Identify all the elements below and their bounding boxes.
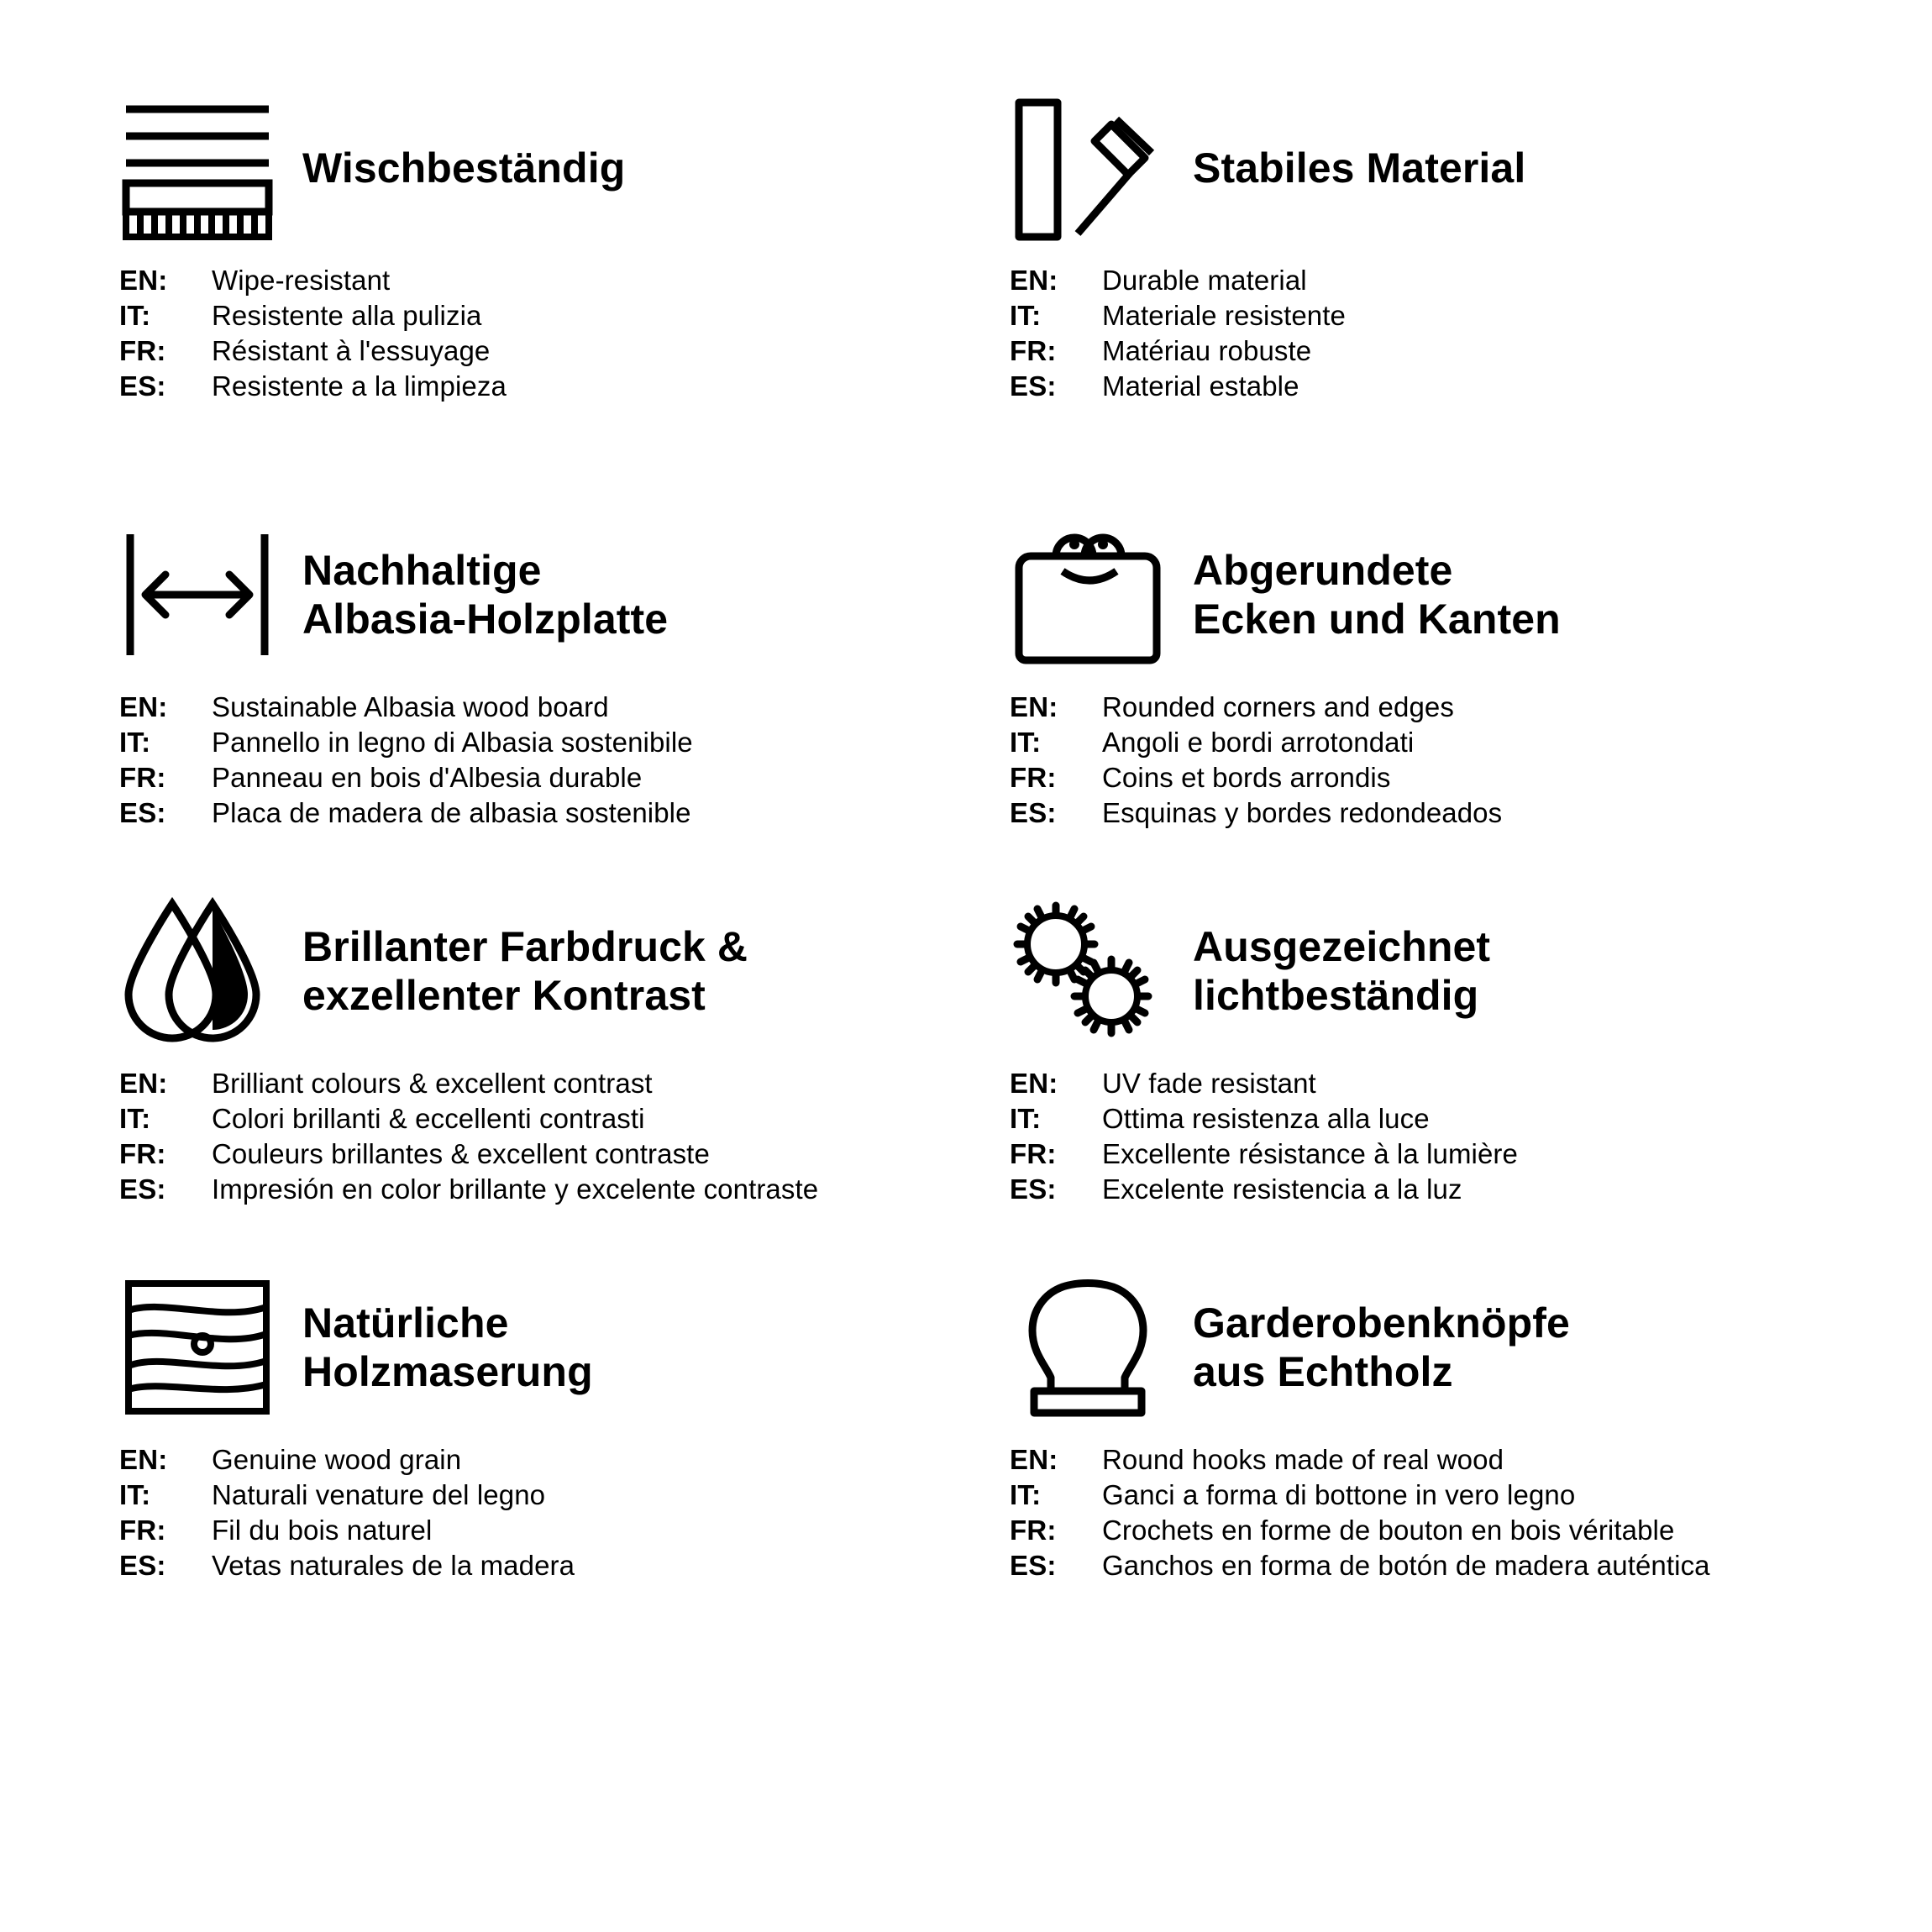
language-code: FR: [1010,335,1057,366]
wood-grain-icon [101,1263,294,1431]
translation-row [1010,1173,1865,1205]
title-line: aus Echtholz [1193,1348,1453,1395]
language-code: IT: [119,727,151,758]
translation-text: Material estable [1102,370,1299,402]
language-code: ES: [1010,797,1057,828]
translation-row [119,265,974,297]
translation-text: Naturali venature del legno [212,1479,546,1510]
language-code: IT: [119,1479,151,1510]
language-code: EN: [1010,265,1058,296]
translation-text: Excellente résistance à la lumière [1102,1138,1518,1169]
translation-text: Esquinas y bordes redondeados [1102,797,1503,828]
translation-text: UV fade resistant [1102,1068,1316,1099]
feature-title [1184,546,1561,644]
feature-item [101,832,974,1209]
feature-item [991,1209,1865,1585]
language-code: IT: [1010,300,1042,331]
wooden-knob-hook-icon [991,1263,1184,1431]
translation-row [119,1550,974,1582]
feature-title [294,1299,593,1397]
translation-row [1010,691,1865,723]
feature-item [991,832,1865,1209]
title-line: Wischbeständig [302,144,626,192]
title-line: Brillanter Farbdruck & [302,922,748,970]
translation-text: Resistente alla pulizia [212,300,482,331]
language-code: ES: [119,1550,166,1581]
translation-text: Résistant à l'essuyage [212,335,491,366]
language-code: IT: [1010,1103,1042,1134]
feature-title [294,922,748,1021]
translation-text: Wipe-resistant [212,265,391,296]
translation-text: Matériau robuste [1102,335,1312,366]
translation-text: Crochets en forme de bouton en bois véritable [1102,1515,1675,1546]
language-code: IT: [119,1103,151,1134]
translation-text: Sustainable Albasia wood board [212,691,609,722]
language-code: FR: [1010,1138,1057,1169]
translation-row [119,1138,974,1170]
language-code: ES: [1010,1173,1057,1205]
translation-list [101,1444,974,1582]
feature-title [294,144,625,193]
language-code: ES: [119,370,166,402]
title-line: Natürliche [302,1299,509,1347]
translation-list [991,691,1865,829]
translation-row [119,1479,974,1511]
language-code: EN: [1010,1068,1058,1099]
translation-row [1010,300,1865,332]
feature-title [1184,922,1490,1021]
language-code: IT: [1010,1479,1042,1510]
translation-row [119,1515,974,1546]
translation-row [119,691,974,723]
translation-list [991,1444,1865,1582]
language-code: IT: [1010,727,1042,758]
width-arrow-icon [101,511,294,679]
translation-text: Excelente resistencia a la luz [1102,1173,1462,1205]
translation-text: Durable material [1102,265,1307,296]
feature-title [1184,144,1525,193]
language-code: FR: [119,1515,166,1546]
title-line: Albasia-Holzplatte [302,596,669,643]
feature-grid [101,80,1831,1585]
rounded-corners-frog-icon [991,511,1184,679]
translation-list [101,691,974,829]
translation-text: Resistente a la limpieza [212,370,507,402]
language-code: IT: [119,300,151,331]
translation-list [991,1068,1865,1205]
sun-uv-fade-icon [991,887,1184,1055]
translation-row [119,335,974,367]
translation-row [1010,1444,1865,1476]
language-code: FR: [119,335,166,366]
translation-row [119,1173,974,1205]
language-code: EN: [1010,691,1058,722]
translation-row [1010,265,1865,297]
translation-list [101,265,974,402]
language-code: ES: [119,1173,166,1205]
language-code: ES: [119,797,166,828]
feature-item [101,80,974,456]
feature-header [101,1259,974,1436]
title-line: Ausgezeichnet [1193,922,1491,970]
translation-row [1010,1068,1865,1100]
translation-text: Impresión en color brillante y excelente contraste [212,1173,819,1205]
language-code: EN: [119,1444,168,1475]
ink-drops-contrast-icon [101,887,294,1055]
translation-text: Angoli e bordi arrotondati [1102,727,1415,758]
translation-row [1010,727,1865,759]
feature-title [294,546,668,644]
translation-text: Pannello in legno di Albasia sostenibile [212,727,693,758]
title-line: Abgerundete [1193,546,1453,594]
feature-item [991,80,1865,456]
translation-row [1010,797,1865,829]
translation-text: Brilliant colours & excellent contrast [212,1068,653,1099]
translation-row [119,727,974,759]
title-line: exzellenter Kontrast [302,972,706,1019]
language-code: EN: [119,1068,168,1099]
translation-text: Fil du bois naturel [212,1515,433,1546]
translation-text: Round hooks made of real wood [1102,1444,1504,1475]
translation-row [119,1444,974,1476]
translation-row [1010,1479,1865,1511]
translation-text: Ottima resistenza alla luce [1102,1103,1430,1134]
feature-header [101,883,974,1059]
translation-row [119,797,974,829]
translation-row [1010,1103,1865,1135]
feature-header [991,80,1865,256]
feature-item [101,1209,974,1585]
translation-row [1010,1550,1865,1582]
language-code: FR: [119,762,166,793]
feature-header [991,1259,1865,1436]
feature-header [101,80,974,256]
language-code: FR: [1010,1515,1057,1546]
feature-title [1184,1299,1570,1397]
title-line: lichtbeständig [1193,972,1479,1019]
translation-text: Vetas naturales de la madera [212,1550,575,1581]
language-code: EN: [119,265,168,296]
translation-row [1010,1138,1865,1170]
translation-text: Placa de madera de albasia sostenible [212,797,691,828]
translation-text: Rounded corners and edges [1102,691,1454,722]
translation-list [991,265,1865,402]
translation-row [119,370,974,402]
feature-header [101,507,974,683]
title-line: Ecken und Kanten [1193,596,1561,643]
translation-text: Ganci a forma di bottone in vero legno [1102,1479,1576,1510]
scrub-brush-icon [101,84,294,252]
feature-item [101,456,974,832]
translation-row [1010,1515,1865,1546]
translation-row [119,1103,974,1135]
feature-item [991,456,1865,832]
title-line: Holzmaserung [302,1348,593,1395]
language-code: FR: [1010,762,1057,793]
translation-row [119,762,974,794]
translation-text: Coins et bords arrondis [1102,762,1391,793]
title-line: Garderobenknöpfe [1193,1299,1570,1347]
translation-text: Panneau en bois d'Albesia durable [212,762,643,793]
language-code: EN: [1010,1444,1058,1475]
translation-text: Colori brillanti & eccellenti contrasti [212,1103,645,1134]
language-code: FR: [119,1138,166,1169]
language-code: ES: [1010,370,1057,402]
feature-header [991,883,1865,1059]
translation-row [119,300,974,332]
translation-row [1010,335,1865,367]
translation-row [1010,762,1865,794]
translation-text: Genuine wood grain [212,1444,462,1475]
translation-text: Couleurs brillantes & excellent contraste [212,1138,710,1169]
translation-row [1010,370,1865,402]
title-line: Nachhaltige [302,546,542,594]
translation-list [101,1068,974,1205]
feature-header [991,507,1865,683]
translation-text: Materiale resistente [1102,300,1346,331]
title-line: Stabiles Material [1193,144,1526,192]
translation-row [119,1068,974,1100]
translation-text: Ganchos en forma de botón de madera auténtica [1102,1550,1710,1581]
board-and-hammer-icon [991,84,1184,252]
language-code: EN: [119,691,168,722]
language-code: ES: [1010,1550,1057,1581]
